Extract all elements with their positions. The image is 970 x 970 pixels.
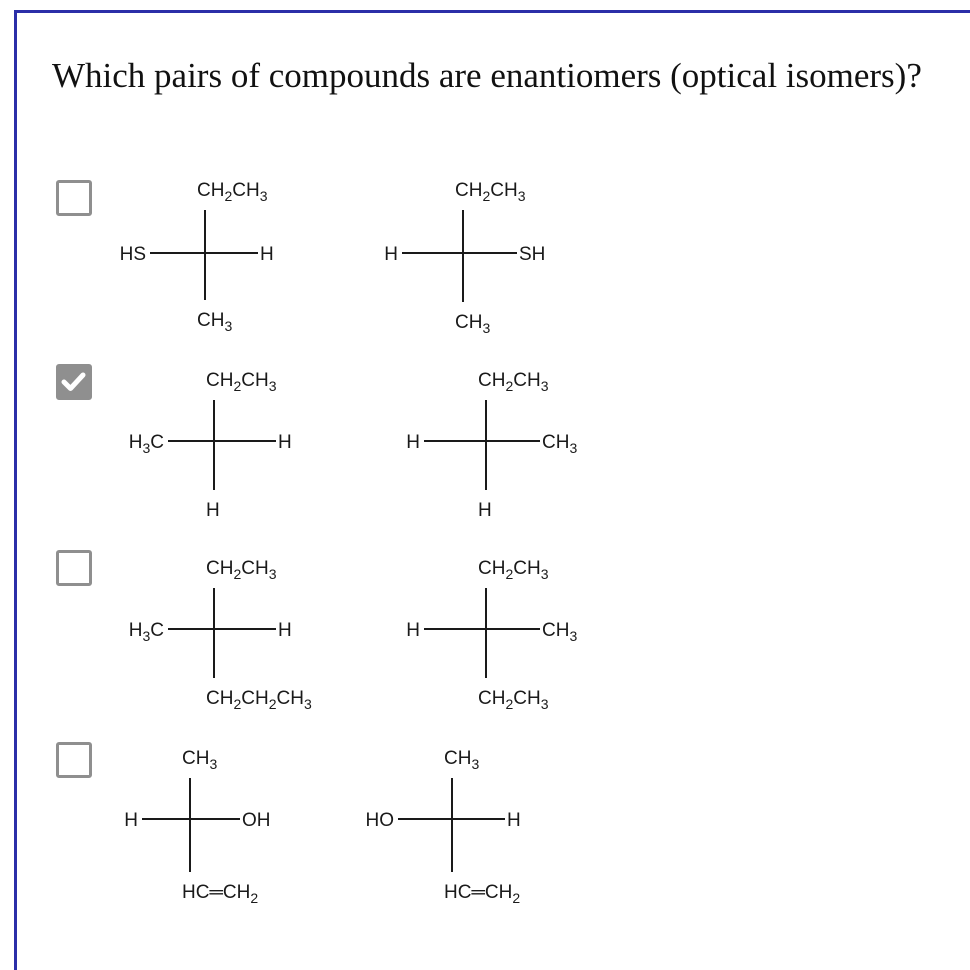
- option-2-molecule-1-top-group: $CH_2CH_3$: [206, 370, 277, 394]
- option-4-molecule-1-left-group: H: [124, 810, 138, 831]
- option-3-molecule-1-left-group: $H_3C$: [128, 620, 164, 644]
- option-1-molecule-2-top-group: $CH_2CH_3$: [455, 180, 526, 204]
- option-3-molecule-1-right-group: H: [278, 620, 292, 641]
- option-2-molecule-1-left-group: $H_3C$: [128, 432, 164, 456]
- option-2-molecule-2-right-group: $CH_3$: [542, 432, 578, 456]
- option-2-molecule-2-bottom-group: H: [478, 500, 492, 521]
- option-2-molecule-1-bottom-group: H: [206, 500, 220, 521]
- option-4-molecule-2-left-group: HO: [365, 810, 394, 831]
- option-4-molecule-1-right-group: OH: [242, 810, 271, 831]
- option-1-molecule-2-right-group: SH: [519, 244, 546, 265]
- question-text: Which pairs of compounds are enantiomers (optical isomers)?: [52, 56, 922, 95]
- option-1-molecule-1-bottom-group: $CH_3$: [197, 310, 233, 334]
- option-3-molecule-1-top-group: $CH_2CH_3$: [206, 558, 277, 582]
- option-3-molecule-2-bottom-group: $CH_2CH_3$: [478, 688, 549, 712]
- option-1-molecule-1-left-group: HS: [119, 244, 146, 265]
- option-2-molecule-2-top-group: $CH_2CH_3$: [478, 370, 549, 394]
- option-4-molecule-2-right-group: H: [507, 810, 521, 831]
- option-2-molecule-1-right-group: H: [278, 432, 292, 453]
- option-3-molecule-1-bottom-group: $CH_2CH_2CH_3$: [206, 688, 312, 712]
- option-2-molecule-2-left-group: H: [406, 432, 420, 453]
- option-3-molecule-2-left-group: H: [406, 620, 420, 641]
- option-4-molecule-1-bottom-group: $HC═CH_2$: [182, 882, 259, 906]
- option-1-molecule-1-top-group: $CH_2CH_3$: [197, 180, 268, 204]
- option-4-molecule-2-top-group: $CH_3$: [444, 748, 480, 772]
- option-1-molecule-1-right-group: H: [260, 244, 274, 265]
- option-4-molecule-1-top-group: $CH_3$: [182, 748, 218, 772]
- option-3-molecule-2-top-group: $CH_2CH_3$: [478, 558, 549, 582]
- option-1-molecule-2-bottom-group: $CH_3$: [455, 312, 491, 336]
- option-3-molecule-2-right-group: $CH_3$: [542, 620, 578, 644]
- option-4-molecule-2-bottom-group: $HC═CH_2$: [444, 882, 521, 906]
- option-1-molecule-2-left-group: H: [384, 244, 398, 265]
